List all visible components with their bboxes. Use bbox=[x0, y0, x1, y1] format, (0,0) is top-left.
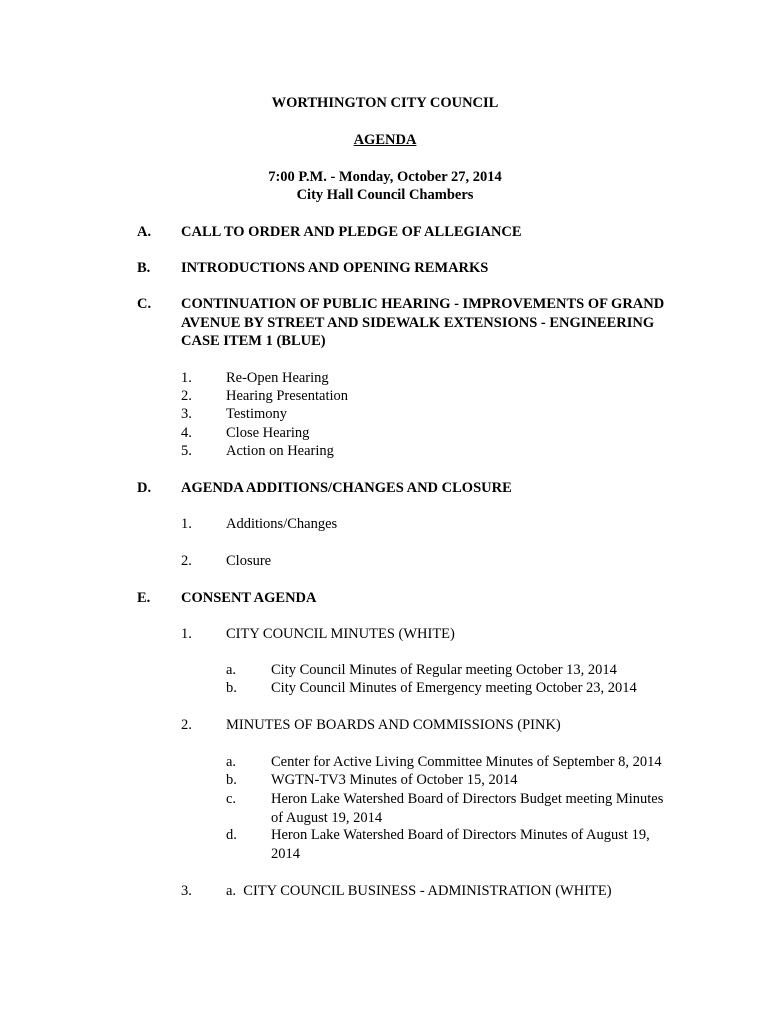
section-c-title bbox=[181, 295, 681, 351]
sub-item-letter: d. bbox=[226, 827, 237, 843]
list-item-number: 2. bbox=[181, 717, 192, 733]
council-title: WORTHINGTON CITY COUNCIL bbox=[271, 95, 499, 111]
list-item-number: 2. bbox=[181, 388, 192, 404]
list-item: Additions/Changes bbox=[226, 516, 338, 532]
sub-item-line: Heron Lake Watershed Board of Directors Minutes of August 19, bbox=[271, 827, 650, 843]
section-e-title: CONSENT AGENDA bbox=[181, 590, 317, 606]
sub-item bbox=[271, 826, 681, 863]
sub-item: City Council Minutes of Regular meeting October 13, 2014 bbox=[271, 662, 617, 678]
sub-item: City Council Minutes of Emergency meeting October 23, 2014 bbox=[271, 680, 637, 696]
sub-item-line: of August 19, 2014 bbox=[271, 809, 383, 826]
list-item-number: 5. bbox=[181, 443, 192, 459]
list-item: MINUTES OF BOARDS AND COMMISSIONS (PINK) bbox=[226, 717, 561, 733]
list-item: Re-Open Hearing bbox=[226, 370, 329, 386]
sub-item: WGTN-TV3 Minutes of October 15, 2014 bbox=[271, 772, 518, 788]
section-c-letter: C. bbox=[137, 296, 152, 312]
sub-item-letter: b. bbox=[226, 772, 237, 788]
list-item-number: 3. bbox=[181, 406, 192, 422]
sub-item-letter: c. bbox=[226, 791, 237, 807]
list-item: Testimony bbox=[226, 406, 288, 422]
list-item-number: 4. bbox=[181, 425, 192, 441]
section-a-title: CALL TO ORDER AND PLEDGE OF ALLEGIANCE bbox=[181, 224, 522, 240]
list-item: Action on Hearing bbox=[226, 443, 334, 459]
meeting-datetime: 7:00 P.M. - Monday, October 27, 2014 bbox=[268, 169, 502, 185]
list-item-number: 1. bbox=[181, 626, 192, 642]
agenda-title: AGENDA bbox=[353, 132, 417, 148]
section-d-title: AGENDA ADDITIONS/CHANGES AND CLOSURE bbox=[181, 480, 512, 496]
sub-item-letter: a. bbox=[226, 662, 237, 678]
list-item: CITY COUNCIL MINUTES (WHITE) bbox=[226, 626, 455, 642]
list-item-number: 1. bbox=[181, 370, 192, 386]
sub-item-letter: b. bbox=[226, 680, 237, 696]
sub-item: Center for Active Living Committee Minutes of September 8, 2014 bbox=[271, 754, 662, 770]
list-item: a. CITY COUNCIL BUSINESS - ADMINISTRATION (WHITE) bbox=[226, 883, 612, 899]
sub-item-letter: a. bbox=[226, 754, 237, 770]
section-c-title-line: AVENUE BY STREET AND SIDEWALK EXTENSIONS - ENGINEERING bbox=[181, 314, 655, 331]
section-a-letter: A. bbox=[137, 224, 152, 240]
sub-item bbox=[271, 790, 681, 827]
section-e-letter: E. bbox=[137, 590, 151, 606]
list-item: Close Hearing bbox=[226, 425, 310, 441]
sub-item-line: 2014 bbox=[271, 845, 300, 862]
section-d-letter: D. bbox=[137, 480, 152, 496]
list-item-number: 3. bbox=[181, 883, 192, 899]
section-c-title-line: CASE ITEM 1 (BLUE) bbox=[181, 333, 326, 349]
section-b-title: INTRODUCTIONS AND OPENING REMARKS bbox=[181, 260, 489, 276]
list-item: Hearing Presentation bbox=[226, 388, 349, 404]
list-item-number: 1. bbox=[181, 516, 192, 532]
section-c-title-line: CONTINUATION OF PUBLIC HEARING - IMPROVEMENTS OF GRAND bbox=[181, 296, 665, 312]
section-b-letter: B. bbox=[137, 260, 151, 276]
list-item: Closure bbox=[226, 553, 272, 569]
meeting-location: City Hall Council Chambers bbox=[296, 187, 474, 203]
sub-item-line: Heron Lake Watershed Board of Directors Budget meeting Minutes bbox=[271, 791, 664, 807]
list-item-number: 2. bbox=[181, 553, 192, 569]
